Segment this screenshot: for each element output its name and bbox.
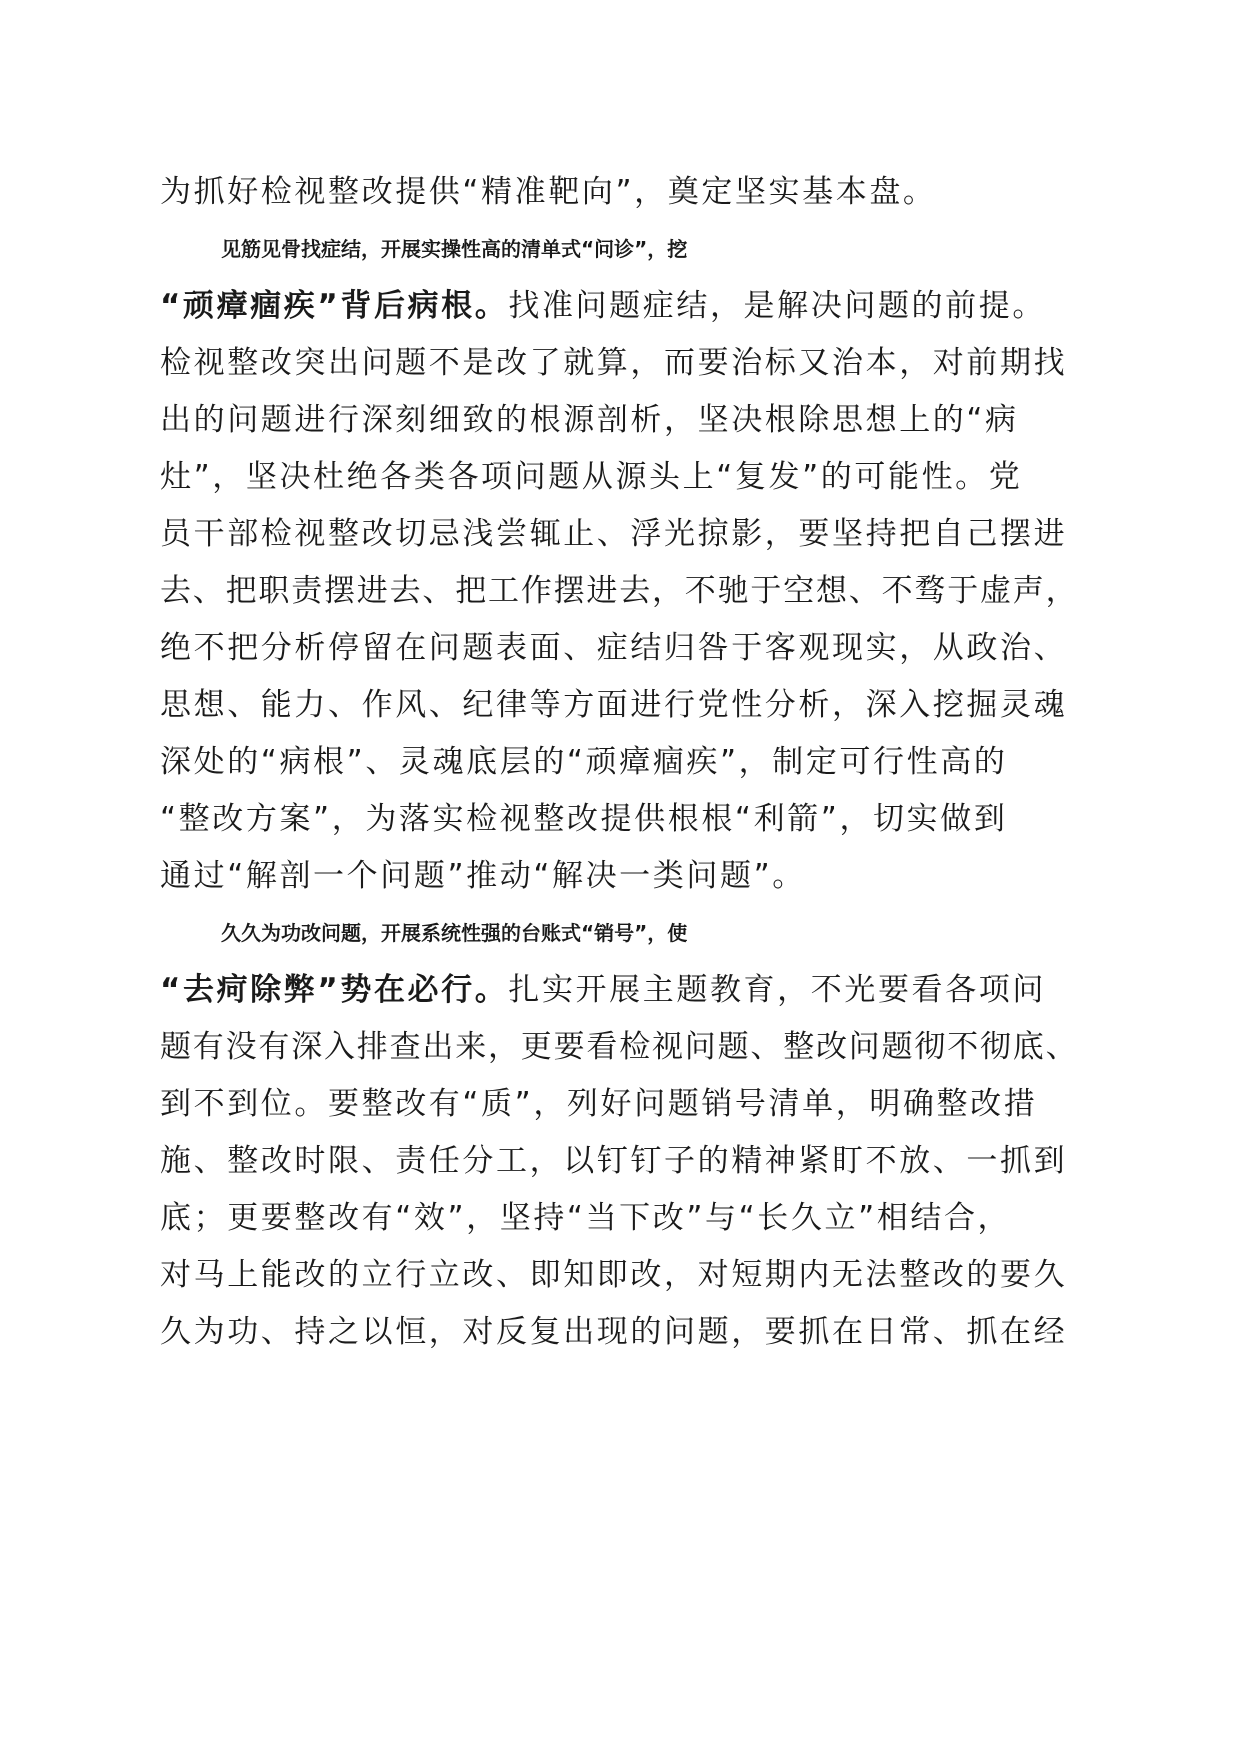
text-line bbox=[160, 343, 1080, 383]
text-segment: 出的问题进行深刻细致的根源剖析，坚决根除思想上的“病 bbox=[160, 402, 1019, 438]
text-segment: 深处的“病根”、灵魂底层的“顽瘴痼疾”，制定可行性高的 bbox=[160, 744, 1008, 780]
text-segment: 员干部检视整改切忌浅尝辄止、浮光掠影，要坚持把自己摆进 bbox=[160, 516, 1068, 552]
text-segment: 思想、能力、作风、纪律等方面进行党性分析，深入挖掘灵魂 bbox=[160, 687, 1068, 723]
section-heading-line bbox=[221, 229, 1141, 269]
text-line bbox=[160, 1141, 1080, 1181]
text-line bbox=[160, 1198, 1080, 1238]
text-line bbox=[160, 742, 1080, 782]
text-segment: 灶”，坚决杜绝各类各项问题从源头上“复发”的可能性。党 bbox=[160, 459, 1023, 495]
text-segment: 通过“解剖一个问题”推动“解决一类问题”。 bbox=[160, 858, 806, 894]
text-line bbox=[160, 799, 1080, 839]
section-heading: “去疴除弊”势在必行。 bbox=[160, 972, 509, 1008]
section-heading: “顽瘴痼疾”背后病根。 bbox=[160, 288, 509, 324]
section-heading: 久久为功改问题，开展系统性强的台账式“销号”，使 bbox=[221, 921, 688, 945]
text-line bbox=[160, 286, 1080, 326]
text-segment: 找准问题症结，是解决问题的前提。 bbox=[508, 288, 1046, 324]
text-line bbox=[160, 1312, 1080, 1352]
text-line bbox=[160, 685, 1080, 725]
text-segment: 题有没有深入排查出来，更要看检视问题、整改问题彻不彻底、 bbox=[160, 1029, 1079, 1065]
text-line bbox=[160, 514, 1080, 554]
text-segment: 扎实开展主题教育，不光要看各项问 bbox=[508, 972, 1046, 1008]
text-line bbox=[160, 1084, 1080, 1124]
text-segment: 底；更要整改有“效”，坚持“当下改”与“长久立”相结合， bbox=[160, 1200, 1012, 1236]
section-heading: 见筋见骨找症结，开展实操性高的清单式“问诊”，挖 bbox=[221, 237, 688, 261]
text-line bbox=[160, 628, 1080, 668]
text-line bbox=[160, 571, 1080, 611]
text-segment: 对马上能改的立行立改、即知即改，对短期内无法整改的要久 bbox=[160, 1257, 1068, 1293]
text-segment: 检视整改突出问题不是改了就算，而要治标又治本，对前期找 bbox=[160, 345, 1068, 381]
text-segment: 久为功、持之以恒，对反复出现的问题，要抓在日常、抓在经 bbox=[160, 1314, 1068, 1350]
text-segment: 为抓好检视整改提供“精准靶向”，奠定坚实基本盘。 bbox=[160, 174, 937, 210]
text-line bbox=[160, 457, 1080, 497]
text-segment: 去、把职责摆进去、把工作摆进去，不驰于空想、不骛于虚声， bbox=[160, 573, 1079, 609]
text-segment: “整改方案”，为落实检视整改提供根根“利箭”，切实做到 bbox=[160, 801, 1008, 837]
section-heading-line bbox=[221, 913, 1141, 953]
text-line bbox=[160, 1027, 1080, 1067]
text-segment: 绝不把分析停留在问题表面、症结归咎于客观现实，从政治、 bbox=[160, 630, 1068, 666]
text-segment: 施、整改时限、责任分工，以钉钉子的精神紧盯不放、一抓到 bbox=[160, 1143, 1068, 1179]
text-line bbox=[160, 970, 1080, 1010]
text-line bbox=[160, 400, 1080, 440]
text-segment: 到不到位。要整改有“质”，列好问题销号清单，明确整改措 bbox=[160, 1086, 1038, 1122]
text-line bbox=[160, 172, 1080, 212]
text-line bbox=[160, 856, 1080, 896]
text-line bbox=[160, 1255, 1080, 1295]
